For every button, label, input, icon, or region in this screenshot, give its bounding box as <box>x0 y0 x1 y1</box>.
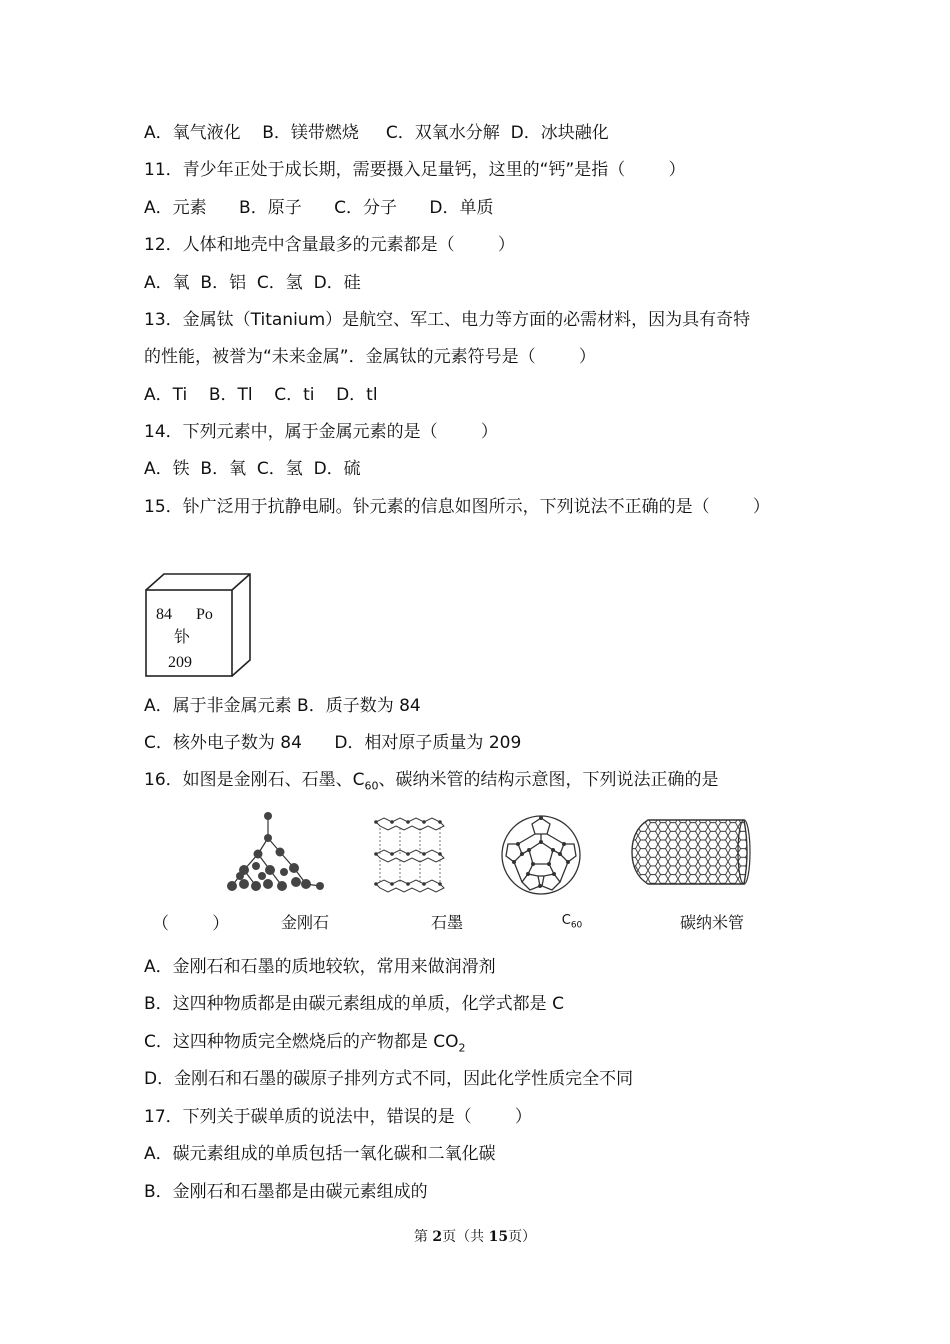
nanotube-structure-icon <box>628 814 752 890</box>
q17-stem: 17．下列关于碳单质的说法中，错误的是（ ） <box>144 1107 532 1127</box>
element-mass: 209 <box>168 654 192 671</box>
caption-graphite: 石墨 <box>430 913 463 932</box>
q11-options: A．元素 B．原子 C．分子 D．单质 <box>144 198 494 218</box>
q16-option-d: D．金刚石和石墨的碳原子排列方式不同，因此化学性质完全不同 <box>144 1069 634 1089</box>
c60-structure-icon <box>498 812 584 898</box>
q16-stem: 16．如图是金刚石、石墨、$C_{60}$、碳纳米管的结构示意图，下列说法正确的是 <box>144 770 719 793</box>
element-card <box>144 572 254 680</box>
q15-options-cd: C．核外电子数为 84 D．相对原子质量为 209 <box>144 733 522 753</box>
footer-prefix: 第 <box>413 1229 433 1245</box>
element-number: 84 <box>156 606 172 623</box>
q10-options: A．氧气液化 B．镁带燃烧 C．双氧水分解 D．冰块融化 <box>144 123 609 143</box>
q13-stem: 13．金属钛（Titanium）是航空、军工、电力等方面的必需材料，因为具有奇特 <box>144 310 751 330</box>
q16-option-a: A．金刚石和石墨的质地较软，常用来做润滑剂 <box>144 957 496 977</box>
q16-answer-parens: （ ） <box>152 914 230 934</box>
footer-page-number: 2 <box>432 1229 443 1245</box>
q13-stem-cont: 的性能，被誉为“未来金属”．金属钛的元素符号是（ ） <box>144 347 596 367</box>
q12-options: A．氧 B．铝 C．氢 D．硅 <box>144 273 361 293</box>
q17-option-b: B．金刚石和石墨都是由碳元素组成的 <box>144 1182 428 1202</box>
caption-nanotube: 碳纳米管 <box>679 913 744 932</box>
diamond-structure-icon <box>220 810 330 900</box>
q12-stem: 12．人体和地壳中含量最多的元素都是（ ） <box>144 235 515 255</box>
q16-option-b: B．这四种物质都是由碳元素组成的单质，化学式都是 C <box>144 994 564 1014</box>
element-name: 钋 <box>174 627 191 646</box>
q14-options: A．铁 B．氧 C．氢 D．硫 <box>144 459 361 479</box>
q15-stem: 15．钋广泛用于抗静电刷。钋元素的信息如图所示，下列说法不正确的是（ ） <box>144 497 770 517</box>
footer-suffix: 页） <box>508 1229 537 1245</box>
q16-option-c: C．这四种物质完全燃烧后的产物都是 $CO_2$ <box>144 1032 466 1055</box>
footer-total-pages: 15 <box>488 1229 509 1245</box>
q14-stem: 14．下列元素中，属于金属元素的是（ ） <box>144 422 498 442</box>
caption-c60: $C_{60}$ <box>561 913 583 931</box>
graphite-structure-icon <box>370 814 450 898</box>
footer-mid: 页（共 <box>442 1229 489 1245</box>
q11-stem: 11．青少年正处于成长期，需要摄入足量钙，这里的“钙”是指（ ） <box>144 160 686 180</box>
q15-options-ab: A．属于非金属元素 B．质子数为 84 <box>144 696 421 716</box>
element-symbol: Po <box>196 606 213 623</box>
q17-option-a: A．碳元素组成的单质包括一氧化碳和二氧化碳 <box>144 1144 496 1164</box>
caption-diamond: 金刚石 <box>280 913 329 932</box>
page-footer <box>0 1226 950 1246</box>
q13-options: A．Ti B．Tl C．ti D．tl <box>144 385 378 405</box>
